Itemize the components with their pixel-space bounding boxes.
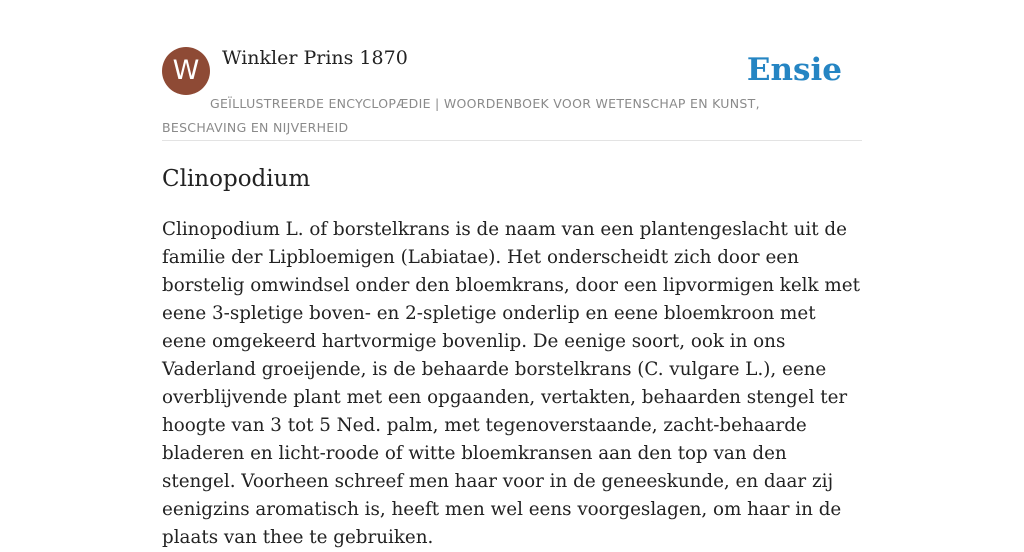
source-avatar[interactable]: W (162, 47, 210, 95)
ensie-logo[interactable]: Ensie (746, 52, 842, 88)
entry-body: Clinopodium L. of borstelkrans is de naam van een plantengeslacht uit de familie der Lipbloemigen (Labiatae). Het onderscheidt zich door een borstelig omwindsel onder den bloemkrans, door een lipvormigen kelk met eene 3-spletige boven- en 2-spletige onderlip en eene bloemkroon met eene omgekeerd hartvormige bovenlip. De eenige soort, ook in ons Vaderland groeijende, is de behaarde borstelkrans (C. vulgare L.), eene overblijvende plant met een opgaanden, vertakten, behaarden stengel ter hoogte van 3 tot 5 Ned. palm, met tegenoverstaande, zacht-behaarde bladeren en licht-roode of witte bloemkransen aan den top van den stengel. Voorheen schreef men haar voor in de geneeskunde, en daar zij eenigzins aromatisch is, heeft men wel eens voorgeslagen, om haar in de plaats van thee te gebruiken. (162, 219, 860, 548)
entry-title: Clinopodium (162, 166, 311, 192)
page-header (162, 46, 862, 141)
source-subtitle: GEÏLLUSTREERDE ENCYCLOPÆDIE | WOORDENBOEK VOOR WETENSCHAP EN KUNST, BESCHAVING EN NIJVERHEID (162, 96, 760, 135)
source-title[interactable]: Winkler Prins 1870 (222, 47, 408, 69)
